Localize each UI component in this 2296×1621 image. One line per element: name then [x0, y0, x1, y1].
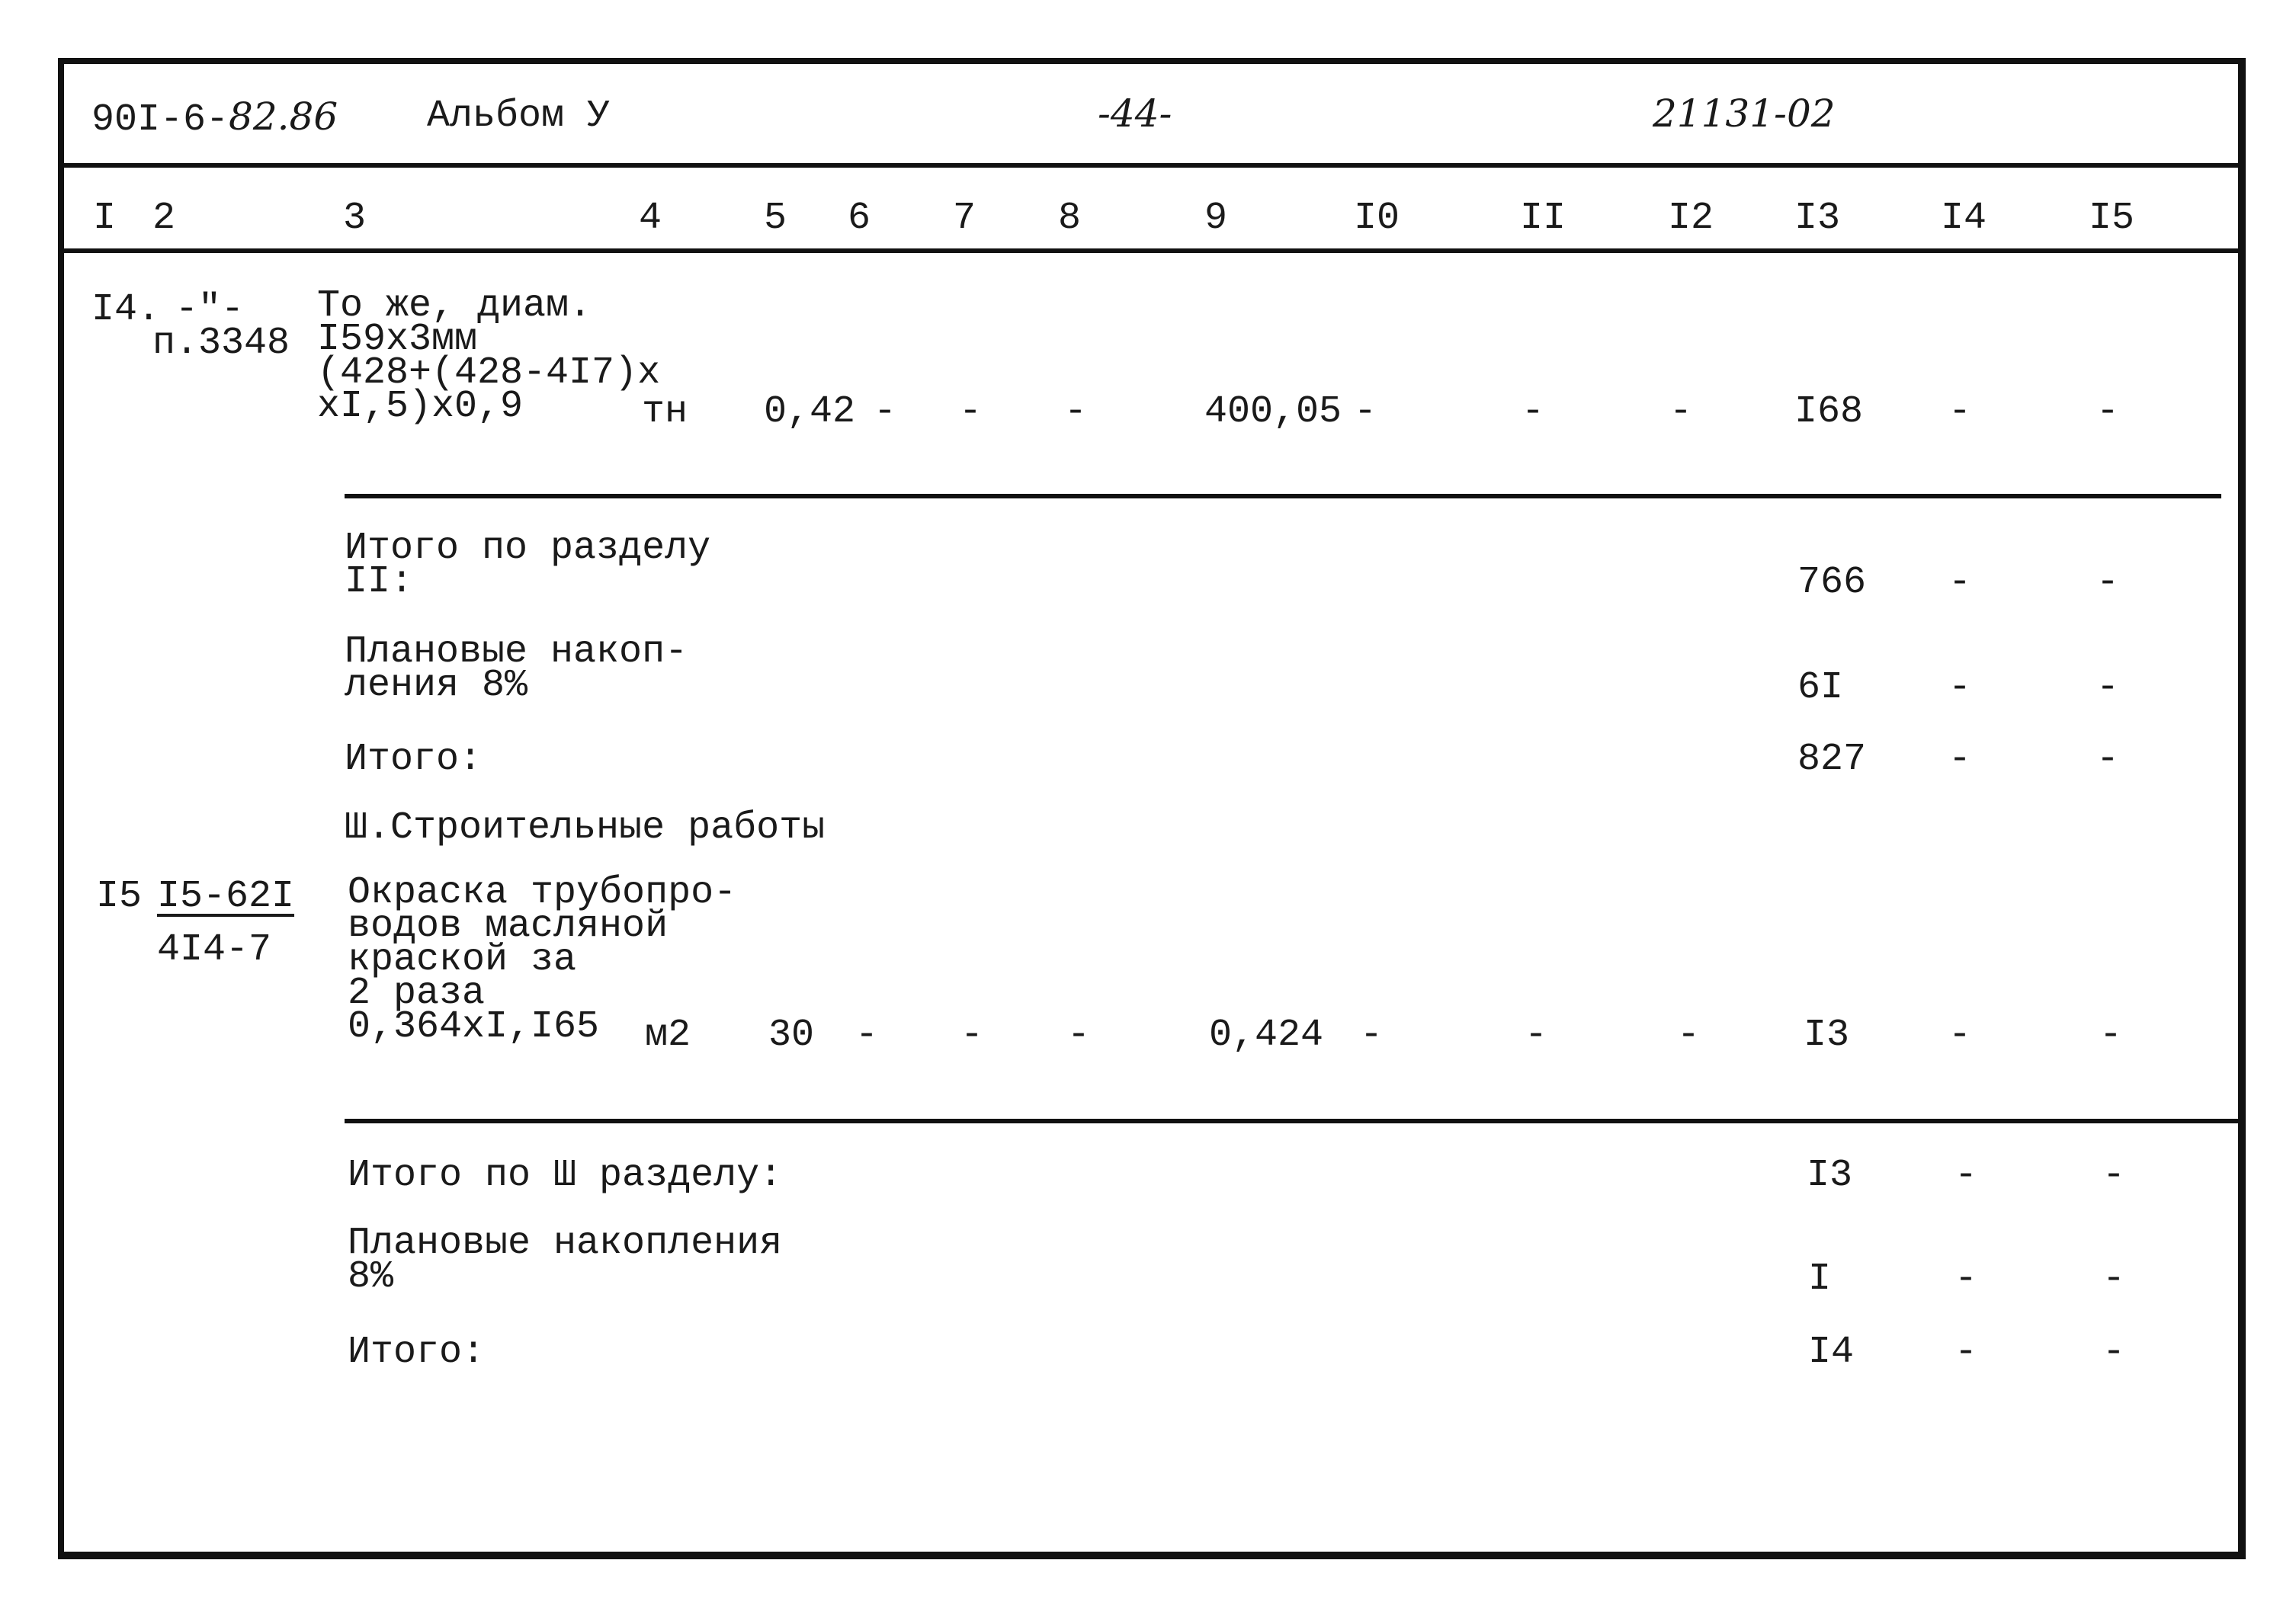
col-num-3: 3: [343, 197, 367, 240]
subtotal-col13: 827: [1797, 738, 1867, 781]
row-quantity: 0,42: [764, 390, 856, 434]
planned-savings-label: Плановые накоп- ления 8%: [345, 630, 688, 707]
total-col14: -: [1954, 1154, 1978, 1197]
total-col15: -: [2096, 561, 2120, 604]
row-col7: -: [960, 1014, 984, 1057]
row-col15: -: [2099, 1014, 2123, 1057]
row-col11: -: [1522, 390, 1545, 434]
row-price: 0,424: [1209, 1014, 1324, 1057]
planned-savings-col15: -: [2096, 666, 2120, 710]
subtotal-col13: I4: [1808, 1331, 1855, 1374]
row-ref-subcode: 4I4-7: [157, 928, 272, 972]
subtotal-label: Итого:: [348, 1331, 486, 1374]
planned-savings-col13: 6I: [1797, 666, 1844, 710]
column-numbers-rule: [64, 248, 2238, 253]
row-unit: тн: [642, 390, 688, 434]
project-number: 21131-02: [1653, 91, 1836, 136]
col-num-13: I3: [1794, 197, 1841, 240]
col-num-12: I2: [1668, 197, 1714, 240]
row-ref-code: I5-62I: [157, 875, 295, 918]
row-number: I4.: [91, 288, 161, 332]
row-col14: -: [1948, 390, 1972, 434]
row-col13: I68: [1794, 390, 1864, 434]
row-quantity: 30: [768, 1014, 815, 1057]
row-unit: м2: [645, 1014, 691, 1057]
row-col7: -: [959, 390, 983, 434]
row-description: То же, диам. I59x3мм (428+(428-4I7)x xI,5)x0,9: [317, 284, 661, 428]
col-num-4: 4: [639, 197, 662, 240]
row-col10: -: [1354, 390, 1377, 434]
subtotal-col14: -: [1954, 1331, 1978, 1374]
col-num-11: II: [1520, 197, 1566, 240]
doc-code-handwritten: 82.86: [229, 95, 338, 139]
subtotal-col14: -: [1948, 738, 1972, 781]
section3-rule: [345, 1119, 2238, 1123]
planned-savings-col14: -: [1948, 666, 1972, 710]
doc-code: [91, 95, 338, 142]
row-col6: -: [855, 1014, 879, 1057]
row-col12: -: [1669, 390, 1693, 434]
doc-code-printed: 90I-6-: [91, 98, 229, 142]
total-col15: -: [2102, 1154, 2126, 1197]
section3-heading: Ш.Строительные работы: [345, 806, 826, 850]
row-col11: -: [1525, 1014, 1548, 1057]
col-num-9: 9: [1204, 197, 1228, 240]
planned-savings-col13: I: [1808, 1257, 1832, 1301]
subtotal-label: Итого:: [345, 738, 483, 781]
col-num-14: I4: [1941, 197, 1987, 240]
section2-rule: [345, 494, 2221, 498]
col-num-8: 8: [1058, 197, 1082, 240]
row-price: 400,05: [1204, 390, 1342, 434]
total-col13: 766: [1797, 561, 1867, 604]
row-ref-code: п.3348: [152, 322, 290, 365]
row-col10: -: [1360, 1014, 1384, 1057]
row-col12: -: [1677, 1014, 1701, 1057]
planned-savings-label: Плановые накопления 8%: [348, 1222, 783, 1299]
row-number: I5: [96, 875, 143, 918]
col-num-1: I: [93, 197, 117, 240]
header-rule: [64, 163, 2238, 168]
col-num-2: 2: [152, 197, 176, 240]
row-col6: -: [874, 390, 897, 434]
subtotal-col15: -: [2102, 1331, 2126, 1374]
subtotal-col15: -: [2096, 738, 2120, 781]
col-num-5: 5: [764, 197, 787, 240]
col-num-10: I0: [1354, 197, 1400, 240]
row-col8: -: [1067, 1014, 1091, 1057]
row-col15: -: [2096, 390, 2120, 434]
planned-savings-col14: -: [1954, 1257, 1978, 1301]
total-col13: I3: [1807, 1154, 1853, 1197]
album-label: Альбом У: [427, 95, 611, 138]
col-num-15: I5: [2089, 197, 2135, 240]
planned-savings-col15: -: [2102, 1257, 2126, 1301]
total-col14: -: [1948, 561, 1972, 604]
row-col8: -: [1064, 390, 1088, 434]
row-description: Окраска трубопро- водов масляной краской за 2 раза 0,364xI,I65: [348, 871, 737, 1049]
col-num-6: 6: [848, 197, 871, 240]
page-number: -44-: [1098, 91, 1172, 136]
row-col14: -: [1948, 1014, 1972, 1057]
total-label: Итого по разделу II:: [345, 527, 711, 604]
row-col13: I3: [1804, 1014, 1850, 1057]
row-ref-ditto: -"-: [175, 288, 245, 332]
col-num-7: 7: [953, 197, 976, 240]
total-label: Итого по Ш разделу:: [348, 1154, 783, 1197]
